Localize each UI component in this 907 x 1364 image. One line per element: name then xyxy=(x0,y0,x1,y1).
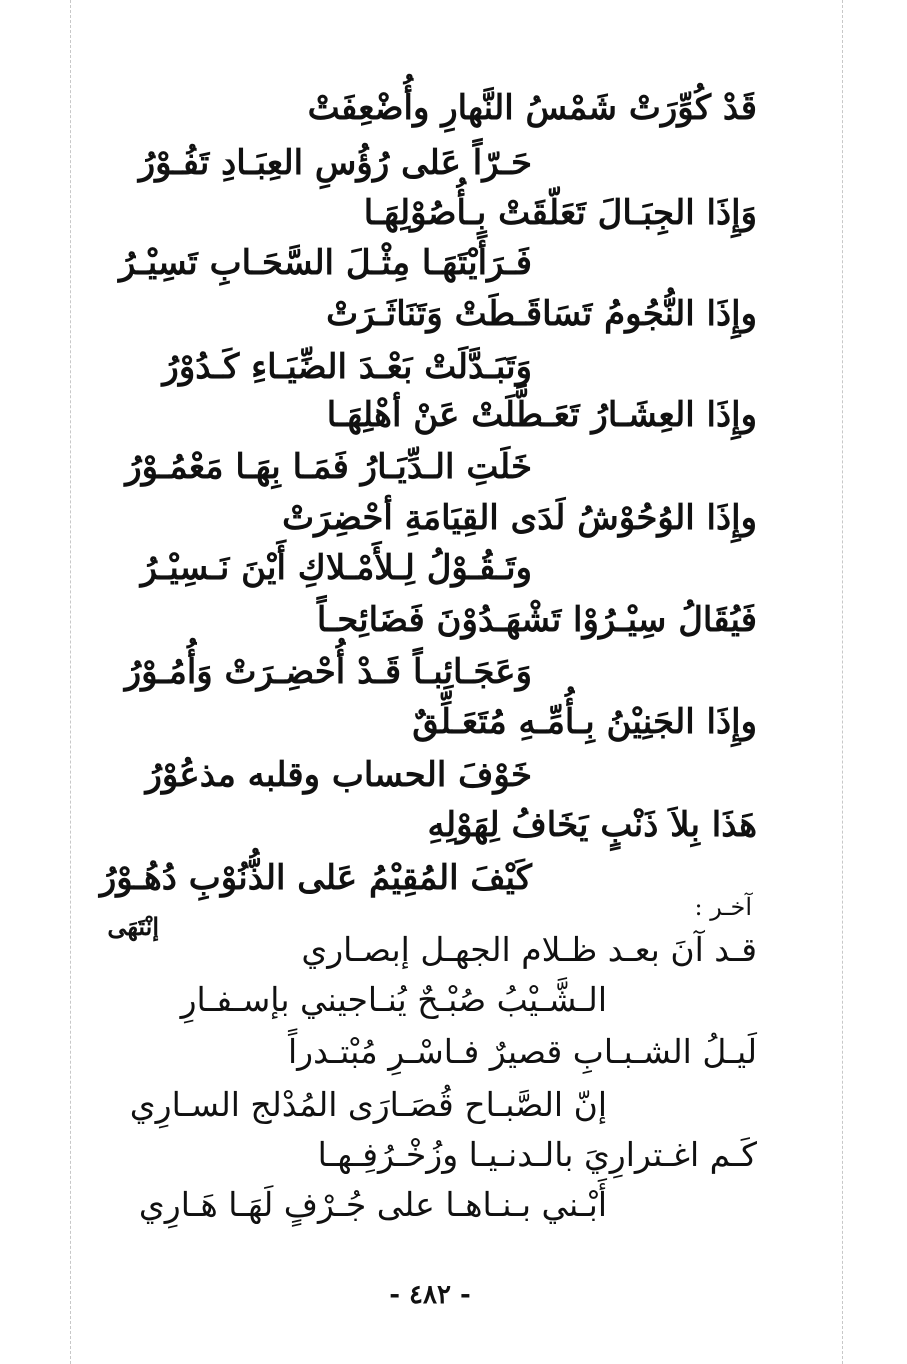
poem1-verse-5: وإِذَا النُّجُومُ تَسَاقَـطَتْ وَتَنَاثَـرَتْ xyxy=(326,294,757,334)
poem1-verse-7: وإِذَا العِشَـارُ تَعَـطَّلَتْ عَنْ أهْلِهَـا xyxy=(326,395,757,435)
poem2-verse-6: أَبْـني بـنـاهـا على جُـرْفٍ لَهَـا هَـارِي xyxy=(138,1185,607,1224)
poem1-verse-6: وَتَبَـدَّلَتْ بَعْـدَ الضِّيَـاءِ كَـدُوْرُ xyxy=(162,347,532,387)
poem2-verse-3: لَيـلُ الشـبـابِ قصيرٌ فـاسْـرِ مُبْتـدراً xyxy=(288,1032,757,1071)
end-note: إنْتَهَى xyxy=(107,912,159,941)
poem1-verse-10: وتَـقُـوْلُ لِـلأَمْـلاكِ أَيْنَ نَـسِيْـرُ xyxy=(140,548,532,588)
poem2-verse-2: الـشَّـيْبُ صُبْـحٌ يُنـاجيني بإسـفـارِ xyxy=(180,980,607,1019)
poem1-verse-4: فَـرَأَيْتَهَـا مِثْـلَ السَّحَـابِ تَسِيْـرُ xyxy=(118,243,532,283)
poem1-verse-15: هَذَا بِلاَ ذَنْبٍ يَخَافُ لِهَوْلِهِ xyxy=(427,805,757,845)
poem2-verse-4: إنّ الصَّبـاح قُصَـارَى المُدْلج السـارِي xyxy=(129,1085,607,1124)
poem1-verse-13: وإِذَا الجَنِيْنُ بِـأُمِّـهِ مُتَعَـلِّقٌ xyxy=(412,702,757,742)
poem1-verse-8: خَلَتِ الـدِّيَـارُ فَمَـا بِهَـا مَعْمُـوْرُ xyxy=(125,447,532,487)
poem1-verse-9: وإِذَا الوُحُوْشُ لَدَى القِيَامَةِ أحْضِرَتْ xyxy=(282,498,757,538)
poem1-verse-16: كَيْفَ المُقِيْمُ عَلى الذُّنُوْبِ دُهُـوْرُ xyxy=(99,858,532,898)
poem1-verse-11: فَيُقَالُ سِيْـرُوْا تَشْهَـدُوْنَ فَضَائِحـاً xyxy=(316,600,757,640)
poem1-verse-3: وَإِذَا الجِبَـالَ تَعَلّقَتْ بِـأُصُوْلِهَـا xyxy=(363,193,757,233)
poem1-verse-2: حَـرّاً عَلى رُؤُسِ العِبَـادِ تَفُـوْرُ xyxy=(138,143,532,183)
other-poem-label: آخـر : xyxy=(694,893,752,921)
poem1-verse-1: قَدْ كُوِّرَتْ شَمْسُ النَّهارِ وأُضْعِفَتْ xyxy=(307,88,757,128)
poem2-verse-1: قـد آنَ بعـد ظـلام الجهـل إبصـاري xyxy=(301,930,757,969)
page-number: - ٤٨٢ - xyxy=(389,1280,471,1310)
poem1-verse-14: خَوْفَ الحساب وقلبه مذعُوْرُ xyxy=(145,755,532,795)
poem1-verse-12: وَعَجَـائِبـاً قَـدْ أُحْضِـرَتْ وَأُمُـوْرُ xyxy=(124,652,532,692)
poem2-verse-5: كَـم اغـترارِيَ بالـدنـيـا وزُخْـرُفِـهـا xyxy=(317,1135,757,1174)
right-margin-guide xyxy=(842,0,843,1364)
left-margin-guide xyxy=(70,0,71,1364)
